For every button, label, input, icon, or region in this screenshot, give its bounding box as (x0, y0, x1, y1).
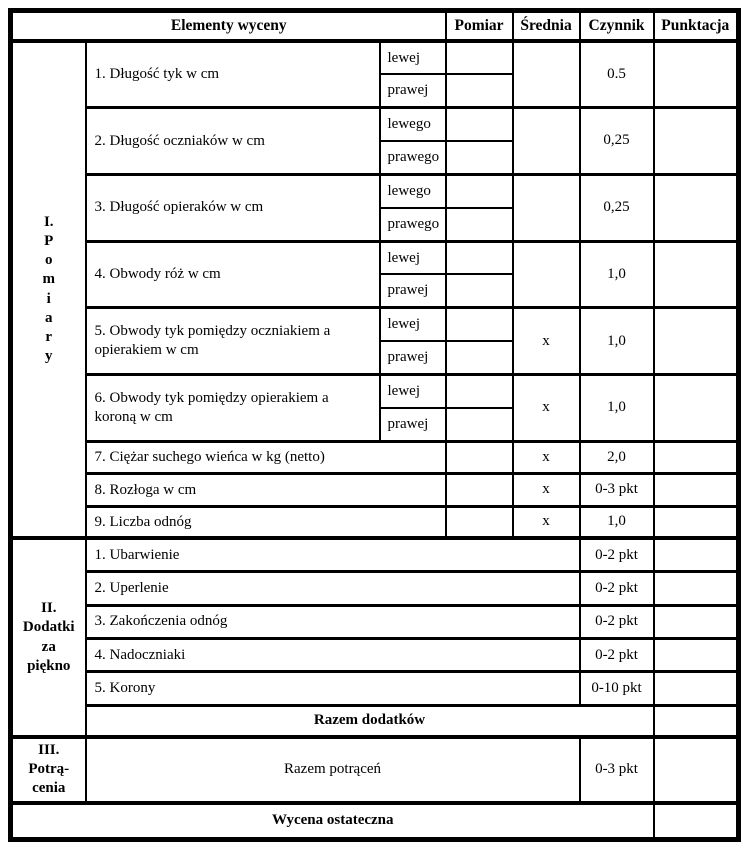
srednia-value-cell (513, 174, 580, 241)
table-row (11, 639, 739, 672)
section-label-line: r (45, 329, 53, 345)
pomiar-value-cell (446, 408, 513, 441)
srednia-value-cell (513, 241, 580, 308)
punktacja-value-cell (654, 474, 739, 506)
side-label: prawej (380, 408, 446, 441)
side-label: lewej (380, 41, 446, 74)
punktacja-value-cell (654, 174, 739, 241)
punktacja-value-cell (654, 572, 739, 605)
pomiar-value-cell (446, 506, 513, 538)
czynnik-value: 0-2 pkt (580, 538, 654, 571)
side-label: lewej (380, 375, 446, 408)
section-label-pomiary (11, 41, 86, 539)
czynnik-value: 0.5 (580, 41, 654, 108)
section-label-line: y (45, 348, 53, 365)
czynnik-value: 0-3 pkt (580, 474, 654, 506)
table-row (11, 705, 739, 736)
row-description: 3. Długość opieraków w cm (86, 174, 380, 241)
section-label-line: o (45, 252, 53, 269)
table-row (11, 572, 739, 605)
row-description: 6. Obwody tyk pomiędzy opierakiem a koroną w cm (86, 375, 380, 442)
side-label: prawej (380, 274, 446, 307)
row-description: 4. Nadoczniaki (86, 639, 580, 672)
section-label-line: cenia (32, 780, 66, 797)
side-label: prawego (380, 208, 446, 241)
section-label-dodatki (11, 538, 86, 736)
section-label-line: I. (43, 213, 54, 230)
row-description: 2. Uperlenie (86, 572, 580, 605)
header-pomiar: Pomiar (446, 11, 513, 41)
srednia-x-mark: x (513, 308, 580, 375)
srednia-x-mark: x (513, 441, 580, 473)
punktacja-value-cell (654, 538, 739, 571)
pomiar-value-cell (446, 108, 513, 141)
table-row (11, 241, 739, 274)
table-row (11, 474, 739, 506)
punktacja-value-cell (654, 506, 739, 538)
section-label-line: II. (41, 600, 57, 617)
section-label-line: P (44, 233, 54, 250)
table-row (11, 803, 739, 840)
table-row (11, 737, 739, 803)
punktacja-value-cell (654, 308, 739, 375)
srednia-x-mark: x (513, 375, 580, 442)
czynnik-value: 1,0 (580, 241, 654, 308)
section-label-line: Potrą- (28, 761, 70, 778)
side-label: lewego (380, 174, 446, 207)
czynnik-value: 0-2 pkt (580, 572, 654, 605)
table-row (11, 506, 739, 538)
table-row (11, 605, 739, 638)
row-description: 7. Ciężar suchego wieńca w kg (netto) (86, 441, 446, 473)
pomiar-value-cell (446, 241, 513, 274)
razem-potracen-label: Razem potrąceń (86, 737, 580, 803)
pomiar-value-cell (446, 474, 513, 506)
side-label: lewej (380, 308, 446, 341)
header-czynnik: Czynnik (580, 11, 654, 41)
table-row (11, 672, 739, 705)
header-srednia: Średnia (513, 11, 580, 41)
table-row (11, 308, 739, 341)
side-label: prawego (380, 141, 446, 174)
czynnik-value: 0-3 pkt (580, 737, 654, 803)
pomiar-value-cell (446, 74, 513, 107)
trophy-scoring-table (8, 8, 741, 842)
header-elementy-wyceny: Elementy wyceny (11, 11, 446, 41)
punktacja-value-cell (654, 375, 739, 442)
section-label-line: III. (38, 742, 60, 759)
wycena-ostateczna-label: Wycena ostateczna (11, 803, 654, 840)
czynnik-value: 0-2 pkt (580, 605, 654, 638)
section-label-line: za (41, 638, 56, 655)
row-description: 3. Zakończenia odnóg (86, 605, 580, 638)
punktacja-value-cell (654, 639, 739, 672)
row-description: 2. Długość oczniaków w cm (86, 108, 380, 175)
punktacja-value-cell (654, 803, 739, 840)
czynnik-value: 0-2 pkt (580, 639, 654, 672)
srednia-value-cell (513, 108, 580, 175)
row-description: 1. Ubarwienie (86, 538, 580, 571)
row-description: 5. Obwody tyk pomiędzy oczniakiem a opierakiem w cm (86, 308, 380, 375)
czynnik-value: 1,0 (580, 308, 654, 375)
row-description: 5. Korony (86, 672, 580, 705)
srednia-x-mark: x (513, 474, 580, 506)
pomiar-value-cell (446, 141, 513, 174)
pomiar-value-cell (446, 174, 513, 207)
row-description: 1. Długość tyk w cm (86, 41, 380, 108)
table-row (11, 41, 739, 74)
section-label-potracenia (11, 737, 86, 803)
table-row (11, 108, 739, 141)
pomiar-value-cell (446, 274, 513, 307)
czynnik-value: 2,0 (580, 441, 654, 473)
section-label-line: piękno (27, 657, 71, 674)
punktacja-value-cell (654, 41, 739, 108)
punktacja-value-cell (654, 441, 739, 473)
side-label: prawej (380, 74, 446, 107)
section-label-line: a (45, 309, 53, 326)
pomiar-value-cell (446, 375, 513, 408)
punktacja-value-cell (654, 737, 739, 803)
side-label: lewego (380, 108, 446, 141)
pomiar-value-cell (446, 41, 513, 74)
table-row (11, 375, 739, 408)
section-label-line: Dodatki (22, 619, 75, 636)
czynnik-value: 0,25 (580, 108, 654, 175)
pomiar-value-cell (446, 341, 513, 374)
punktacja-value-cell (654, 672, 739, 705)
punktacja-value-cell (654, 241, 739, 308)
razem-dodatkow-label: Razem dodatków (86, 705, 654, 736)
header-punktacja: Punktacja (654, 11, 739, 41)
czynnik-value: 1,0 (580, 375, 654, 442)
side-label: prawej (380, 341, 446, 374)
table-row (11, 441, 739, 473)
row-description: 8. Rozłoga w cm (86, 474, 446, 506)
table-row (11, 174, 739, 207)
pomiar-value-cell (446, 208, 513, 241)
row-description: 4. Obwody róż w cm (86, 241, 380, 308)
section-label-line: i (46, 290, 51, 307)
czynnik-value: 0,25 (580, 174, 654, 241)
row-description: 9. Liczba odnóg (86, 506, 446, 538)
punktacja-value-cell (654, 605, 739, 638)
punktacja-value-cell (654, 108, 739, 175)
side-label: lewej (380, 241, 446, 274)
table-row (11, 538, 739, 571)
header-row (11, 11, 739, 41)
section-label-line: m (42, 271, 55, 288)
czynnik-value: 1,0 (580, 506, 654, 538)
pomiar-value-cell (446, 441, 513, 473)
punktacja-value-cell (654, 705, 739, 736)
srednia-value-cell (513, 41, 580, 108)
pomiar-value-cell (446, 308, 513, 341)
czynnik-value: 0-10 pkt (580, 672, 654, 705)
srednia-x-mark: x (513, 506, 580, 538)
